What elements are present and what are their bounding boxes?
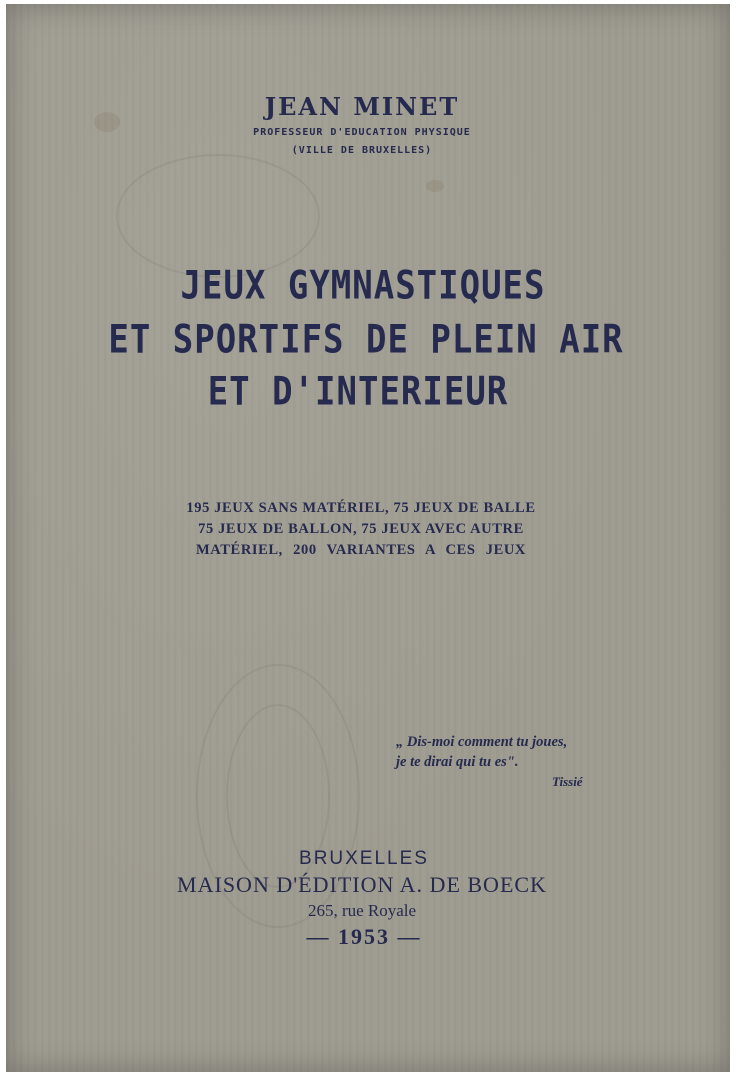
quote-author: Tissié [552, 774, 583, 789]
quote-line-1: „ Dis-moi comment tu joues, [396, 734, 568, 750]
publisher-city: BRUXELLES [299, 848, 429, 869]
quote-line-2: je te dirai qui tu es". [396, 754, 519, 770]
title-line-2: ET SPORTIFS DE PLEIN AIR [108, 317, 624, 363]
wood-grain-pattern [116, 154, 320, 278]
author-city: (VILLE DE BRUXELLES) [291, 145, 433, 156]
publisher-address: 265, rue Royale [307, 901, 417, 920]
publisher-name: MAISON D'ÉDITION A. DE BOECK [177, 872, 547, 897]
title-line-1: JEUX GYMNASTIQUES [180, 263, 546, 309]
book-cover [6, 4, 730, 1072]
subtitle-line-2: 75 JEUX DE BALLON, 75 JEUX AVEC AUTRE [198, 521, 524, 537]
author-role: PROFESSEUR D'EDUCATION PHYSIQUE [253, 127, 471, 138]
epigraph-quote [396, 732, 567, 772]
paper-stain [426, 180, 444, 192]
author-name: JEAN MINET [264, 92, 460, 121]
subtitle-line-1: 195 JEUX SANS MATÉRIEL, 75 JEUX DE BALLE [186, 500, 536, 516]
publication-year: — 1953 — [306, 924, 422, 949]
subtitle-line-3: MATÉRIEL, 200 VARIANTES A CES JEUX [196, 542, 526, 558]
title-line-3: ET D'INTERIEUR [207, 369, 509, 415]
